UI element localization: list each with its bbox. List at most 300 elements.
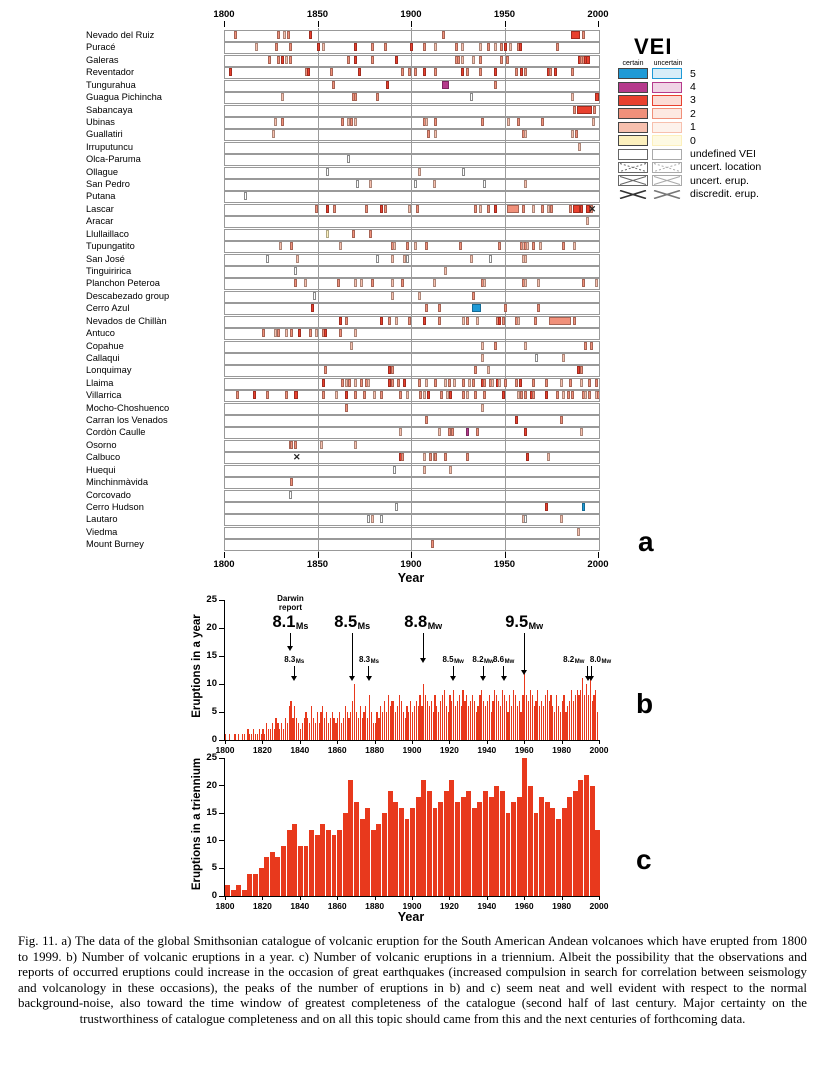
eruption-mark bbox=[504, 379, 507, 387]
legend-box-x-swatch bbox=[618, 175, 648, 186]
eruption-mark bbox=[573, 317, 576, 325]
panel-a-top-axis bbox=[0, 9, 825, 31]
vei-uncertain-swatch bbox=[652, 82, 682, 93]
magnitude-scale: Ms bbox=[370, 659, 379, 665]
y-axis-tick bbox=[219, 740, 224, 741]
eruption-mark bbox=[444, 267, 447, 275]
eruption-mark bbox=[466, 317, 469, 325]
eruption-mark bbox=[532, 242, 535, 250]
eruption-mark bbox=[507, 118, 510, 126]
eruption-mark bbox=[287, 31, 290, 39]
x-axis-tick-label: 2000 bbox=[589, 745, 609, 755]
bar bbox=[298, 846, 303, 896]
volcano-track bbox=[224, 291, 600, 303]
eruption-mark bbox=[268, 56, 271, 64]
axis-tick-label: 1850 bbox=[306, 559, 329, 570]
legend-title: VEI bbox=[634, 34, 673, 59]
eruption-mark bbox=[397, 379, 400, 387]
y-axis-tick bbox=[219, 712, 224, 713]
legend-vei-label: 4 bbox=[690, 81, 696, 94]
x-axis-tick bbox=[599, 896, 600, 900]
x-axis-tick bbox=[599, 740, 600, 744]
eruption-mark bbox=[550, 205, 553, 213]
eruption-mark bbox=[418, 168, 421, 176]
legend-vei-label: 0 bbox=[690, 134, 696, 147]
bar bbox=[393, 802, 398, 896]
eruption-mark bbox=[352, 230, 355, 238]
down-arrow-icon bbox=[591, 666, 592, 679]
eruption-mark bbox=[470, 93, 473, 101]
volcano-row bbox=[86, 42, 598, 53]
legend-box-swatch bbox=[652, 149, 682, 160]
volcano-name: Viedma bbox=[86, 526, 118, 537]
bar bbox=[590, 786, 595, 896]
eruption-mark bbox=[451, 428, 454, 436]
y-axis-tick bbox=[219, 684, 224, 685]
y-axis-tick-label: 15 bbox=[206, 650, 217, 661]
volcano-row bbox=[86, 79, 598, 90]
y-axis-tick-label: 15 bbox=[206, 807, 217, 819]
bar bbox=[416, 797, 421, 896]
vei-certain-swatch bbox=[618, 82, 648, 93]
bar bbox=[472, 808, 477, 896]
eruption-mark bbox=[560, 379, 563, 387]
vei-uncertain-swatch bbox=[652, 135, 682, 146]
volcano-row bbox=[86, 526, 598, 537]
eruption-mark bbox=[595, 379, 598, 387]
eruption-mark bbox=[535, 354, 538, 362]
eruption-mark bbox=[500, 43, 503, 51]
volcano-row bbox=[86, 203, 598, 214]
volcano-name: Villarrica bbox=[86, 390, 122, 401]
eruption-mark bbox=[401, 68, 404, 76]
eruption-mark bbox=[560, 515, 563, 523]
eruption-mark bbox=[470, 255, 473, 263]
x-axis-tick-label: 1880 bbox=[365, 745, 385, 755]
eruption-mark bbox=[410, 43, 413, 51]
axis-tick bbox=[224, 21, 225, 27]
volcano-name: Reventador bbox=[86, 67, 135, 78]
eruption-mark bbox=[434, 453, 437, 461]
eruption-mark bbox=[345, 404, 348, 412]
volcano-track bbox=[224, 216, 600, 228]
magnitude-value: 8.0 bbox=[589, 655, 601, 664]
eruption-mark bbox=[356, 180, 359, 188]
discredited-eruption-mark: ✕ bbox=[588, 203, 597, 214]
eruption-mark bbox=[425, 304, 428, 312]
eruption-mark bbox=[462, 317, 465, 325]
legend-vei-row bbox=[618, 134, 823, 147]
eruption-mark bbox=[418, 292, 421, 300]
volcano-track bbox=[224, 403, 600, 415]
eruption-mark bbox=[290, 478, 293, 486]
bar bbox=[494, 786, 499, 896]
eruption-mark bbox=[290, 441, 293, 449]
y-axis-tick-label: 20 bbox=[206, 622, 217, 633]
eruption-mark bbox=[337, 279, 340, 287]
eruption-mark bbox=[560, 416, 563, 424]
eruption-mark bbox=[367, 379, 370, 387]
volcano-name: Tungurahua bbox=[86, 79, 136, 90]
bar bbox=[348, 780, 353, 896]
magnitude-scale: Ms bbox=[357, 621, 371, 631]
bar bbox=[517, 797, 522, 896]
magnitude-value: 8.2 bbox=[472, 655, 484, 664]
volcano-name: Nevado del Ruiz bbox=[86, 30, 155, 40]
bar bbox=[405, 819, 410, 896]
down-arrow-icon bbox=[352, 633, 353, 679]
eruption-mark bbox=[324, 329, 327, 337]
eruption-mark bbox=[414, 180, 417, 188]
eruption-mark bbox=[427, 391, 430, 399]
volcano-track bbox=[224, 427, 600, 439]
x-axis-tick-label: 1800 bbox=[215, 901, 235, 911]
eruption-mark bbox=[446, 391, 449, 399]
eruption-mark bbox=[571, 31, 580, 39]
volcano-row bbox=[86, 439, 598, 450]
x-axis-tick-label: 1940 bbox=[477, 901, 497, 911]
x-axis-tick-label: 1960 bbox=[514, 901, 534, 911]
eruption-mark bbox=[309, 31, 312, 39]
eruption-mark bbox=[524, 279, 527, 287]
x-axis-tick bbox=[262, 740, 263, 744]
eruption-mark bbox=[416, 205, 419, 213]
eruption-mark bbox=[406, 242, 409, 250]
bar bbox=[238, 734, 239, 740]
eruption-mark bbox=[277, 31, 280, 39]
eruption-mark bbox=[494, 43, 497, 51]
y-axis-tick bbox=[219, 628, 224, 629]
volcano-row bbox=[86, 179, 598, 190]
eruption-mark bbox=[466, 391, 469, 399]
bar bbox=[556, 819, 561, 896]
magnitude-scale: Ms bbox=[295, 621, 309, 631]
eruption-mark bbox=[524, 342, 527, 350]
eruption-mark bbox=[289, 491, 292, 499]
x-axis-tick bbox=[225, 740, 226, 744]
eruption-mark bbox=[494, 205, 497, 213]
x-axis-tick bbox=[524, 740, 525, 744]
legend-certain-header: certain bbox=[622, 60, 644, 67]
eruption-mark bbox=[524, 180, 527, 188]
eruption-mark bbox=[593, 106, 596, 114]
eruption-mark bbox=[279, 242, 282, 250]
panel-a-eruption-timeline bbox=[86, 30, 598, 552]
axis-tick bbox=[598, 552, 599, 558]
legend-column-headers bbox=[618, 60, 823, 67]
eruption-mark bbox=[502, 391, 506, 399]
volcano-name: Lascar bbox=[86, 203, 114, 214]
x-axis-tick bbox=[449, 896, 450, 900]
eruption-mark bbox=[595, 93, 599, 101]
volcano-track bbox=[224, 266, 600, 278]
eruption-mark bbox=[571, 68, 574, 76]
volcano-track bbox=[224, 142, 600, 154]
bar bbox=[244, 734, 245, 740]
panel-a-bottom-axis bbox=[0, 552, 825, 588]
eruption-mark bbox=[532, 205, 535, 213]
bar bbox=[455, 802, 460, 896]
volcano-row bbox=[86, 427, 598, 438]
bar bbox=[427, 791, 432, 896]
eruption-mark bbox=[524, 68, 527, 76]
eruption-mark bbox=[487, 43, 490, 51]
magnitude-scale: Mw bbox=[454, 659, 464, 665]
eruption-mark bbox=[474, 205, 477, 213]
legend-box-x-dotted-swatch bbox=[618, 162, 648, 173]
eruption-mark bbox=[489, 255, 492, 263]
eruption-mark bbox=[423, 391, 426, 399]
x-axis-tick bbox=[562, 740, 563, 744]
volcano-track bbox=[224, 353, 600, 365]
bar bbox=[597, 712, 598, 740]
eruption-mark bbox=[438, 304, 441, 312]
eruption-mark bbox=[277, 329, 280, 337]
magnitude-scale: Mw bbox=[427, 621, 443, 631]
eruption-mark bbox=[350, 342, 353, 350]
eruption-mark bbox=[545, 379, 548, 387]
y-axis-tick-label: 10 bbox=[206, 678, 217, 689]
eruption-mark bbox=[466, 453, 469, 461]
eruption-mark bbox=[487, 366, 490, 374]
down-arrow-icon bbox=[294, 666, 295, 679]
bar bbox=[461, 797, 466, 896]
legend-special-row bbox=[618, 188, 823, 201]
x-axis-tick-label: 2000 bbox=[589, 901, 609, 911]
eruption-mark bbox=[515, 68, 518, 76]
eruption-mark bbox=[502, 317, 505, 325]
eruption-mark bbox=[590, 342, 593, 350]
eruption-mark bbox=[479, 68, 482, 76]
eruption-mark bbox=[403, 379, 406, 387]
eruption-mark bbox=[545, 503, 548, 511]
axis-tick bbox=[318, 552, 319, 558]
eruption-mark bbox=[341, 118, 344, 126]
x-axis-tick bbox=[337, 896, 338, 900]
magnitude-value: 9.5 bbox=[505, 613, 529, 631]
eruption-mark bbox=[466, 428, 469, 436]
eruption-mark bbox=[371, 515, 374, 523]
eruption-mark bbox=[289, 43, 292, 51]
bar bbox=[433, 808, 438, 896]
y-axis-tick-label: 10 bbox=[206, 834, 217, 846]
legend-box-x-swatch bbox=[652, 175, 682, 186]
volcano-track bbox=[224, 92, 600, 104]
eruption-mark bbox=[494, 68, 497, 76]
eruption-mark bbox=[345, 317, 348, 325]
volcano-track bbox=[224, 204, 600, 216]
x-axis-tick-label: 1860 bbox=[327, 901, 347, 911]
magnitude-label bbox=[334, 614, 370, 631]
eruption-mark bbox=[539, 242, 542, 250]
bar bbox=[315, 835, 320, 896]
magnitude-scale: Mw bbox=[528, 621, 544, 631]
eruption-mark bbox=[498, 379, 501, 387]
eruption-mark bbox=[472, 379, 475, 387]
volcano-row bbox=[86, 539, 598, 550]
x-axis-tick bbox=[412, 740, 413, 744]
volcano-name: Olca-Paruma bbox=[86, 154, 141, 165]
eruption-mark bbox=[399, 391, 402, 399]
legend-vei-label: 1 bbox=[690, 121, 696, 134]
eruption-mark bbox=[425, 416, 428, 424]
eruption-mark bbox=[371, 56, 374, 64]
volcano-track bbox=[224, 154, 600, 166]
volcano-track bbox=[224, 129, 600, 141]
eruption-mark bbox=[524, 428, 527, 436]
eruption-mark bbox=[274, 329, 277, 337]
y-axis-tick bbox=[219, 840, 224, 841]
eruption-mark bbox=[532, 391, 535, 399]
eruption-mark bbox=[313, 292, 316, 300]
eruption-mark bbox=[423, 68, 426, 76]
eruption-mark bbox=[487, 205, 490, 213]
panel-b-label: b bbox=[636, 688, 654, 719]
vei-certain-swatch bbox=[618, 122, 648, 133]
bar bbox=[528, 786, 533, 896]
vei-certain-swatch bbox=[618, 108, 648, 119]
eruption-mark bbox=[285, 56, 288, 64]
eruption-mark bbox=[326, 168, 329, 176]
volcano-name: Puracé bbox=[86, 42, 116, 53]
eruption-mark bbox=[481, 404, 484, 412]
volcano-row bbox=[86, 129, 598, 140]
volcano-row bbox=[86, 464, 598, 475]
bar bbox=[231, 890, 236, 896]
bar bbox=[236, 885, 241, 896]
y-axis-tick-label: 5 bbox=[211, 706, 217, 717]
x-axis-tick bbox=[412, 896, 413, 900]
volcano-row bbox=[86, 104, 598, 115]
volcano-name: Llaima bbox=[86, 377, 114, 388]
volcano-track bbox=[224, 105, 600, 117]
bar bbox=[225, 734, 226, 740]
eruption-mark bbox=[448, 428, 451, 436]
eruption-mark bbox=[472, 56, 475, 64]
eruption-mark bbox=[519, 43, 522, 51]
eruption-mark bbox=[391, 292, 394, 300]
eruption-mark bbox=[341, 379, 344, 387]
volcano-name: Minchinmàvida bbox=[86, 477, 149, 488]
y-axis-tick-label: 0 bbox=[211, 734, 217, 745]
eruption-mark bbox=[384, 43, 387, 51]
volcano-name: Galeras bbox=[86, 54, 119, 65]
down-arrow-icon bbox=[368, 666, 369, 679]
eruption-mark bbox=[365, 205, 368, 213]
volcano-track bbox=[224, 67, 600, 79]
legend-uncertain-header: uncertain bbox=[653, 60, 683, 67]
legend-special-row bbox=[618, 174, 823, 187]
volcano-name: Ollague bbox=[86, 166, 119, 177]
volcano-track bbox=[224, 390, 600, 402]
magnitude-label bbox=[272, 614, 308, 631]
eruption-mark bbox=[272, 130, 275, 138]
bar bbox=[584, 775, 589, 896]
bar bbox=[449, 780, 454, 896]
volcano-row bbox=[86, 415, 598, 426]
eruption-mark bbox=[255, 43, 258, 51]
legend-special-label: uncert. location bbox=[690, 161, 762, 174]
eruption-mark bbox=[317, 43, 320, 51]
volcano-name: Descabezado group bbox=[86, 290, 170, 301]
eruption-mark bbox=[326, 230, 329, 238]
x-axis-tick bbox=[225, 896, 226, 900]
axis-tick bbox=[505, 21, 506, 27]
x-axis-tick-label: 1980 bbox=[552, 745, 572, 755]
legend-vei-label: 5 bbox=[690, 67, 696, 80]
volcano-track bbox=[224, 55, 600, 67]
volcano-name: Lautaro bbox=[86, 514, 118, 525]
eruption-mark bbox=[294, 279, 297, 287]
magnitude-label bbox=[590, 656, 611, 664]
eruption-mark bbox=[498, 317, 501, 325]
eruption-mark bbox=[298, 329, 301, 337]
eruption-mark bbox=[431, 540, 434, 548]
eruption-mark bbox=[571, 391, 574, 399]
axis-tick bbox=[318, 21, 319, 27]
eruption-mark bbox=[479, 205, 482, 213]
eruption-mark bbox=[391, 366, 394, 374]
magnitude-value: 8.2 bbox=[563, 655, 575, 664]
y-axis-tick bbox=[219, 758, 224, 759]
magnitude-scale: Mw bbox=[574, 659, 585, 665]
eruption-mark bbox=[311, 304, 314, 312]
bar bbox=[225, 885, 230, 896]
axis-tick-label: 2000 bbox=[587, 9, 609, 20]
eruption-mark bbox=[474, 391, 477, 399]
y-axis-tick-label: 5 bbox=[211, 862, 217, 874]
eruption-mark bbox=[569, 379, 572, 387]
eruption-mark bbox=[537, 279, 540, 287]
legend-rows bbox=[618, 67, 823, 201]
eruption-mark bbox=[582, 503, 585, 511]
eruption-mark bbox=[547, 205, 550, 213]
eruption-mark bbox=[526, 453, 529, 461]
eruption-mark bbox=[434, 118, 437, 126]
volcano-name: Ubinas bbox=[86, 116, 115, 127]
volcano-row bbox=[86, 141, 598, 152]
y-axis-tick bbox=[219, 656, 224, 657]
volcano-track bbox=[224, 490, 600, 502]
eruption-mark bbox=[399, 428, 402, 436]
eruption-mark bbox=[335, 391, 338, 399]
eruption-mark bbox=[571, 130, 574, 138]
eruption-mark bbox=[577, 106, 592, 114]
volcano-track bbox=[224, 502, 600, 514]
panel-c-label: c bbox=[636, 844, 652, 875]
down-arrow-icon bbox=[423, 633, 424, 661]
eruption-mark bbox=[472, 304, 481, 312]
legend-special-row bbox=[618, 147, 823, 160]
magnitude-value: 8.1 bbox=[272, 613, 296, 631]
magnitude-value: 8.5 bbox=[334, 613, 358, 631]
eruption-mark bbox=[360, 379, 363, 387]
volcano-row bbox=[86, 278, 598, 289]
volcano-row bbox=[86, 514, 598, 525]
eruption-mark bbox=[481, 354, 484, 362]
legend-box-x-dotted-swatch bbox=[652, 162, 682, 173]
eruption-mark bbox=[266, 391, 269, 399]
eruption-mark bbox=[380, 515, 383, 523]
bar bbox=[229, 734, 230, 740]
bar bbox=[595, 830, 600, 896]
legend-x-swatch bbox=[618, 189, 648, 200]
eruption-mark bbox=[494, 342, 497, 350]
volcano-row bbox=[86, 191, 598, 202]
eruption-mark bbox=[274, 118, 277, 126]
x-axis-tick-label: 1980 bbox=[552, 901, 572, 911]
bar bbox=[489, 797, 494, 896]
